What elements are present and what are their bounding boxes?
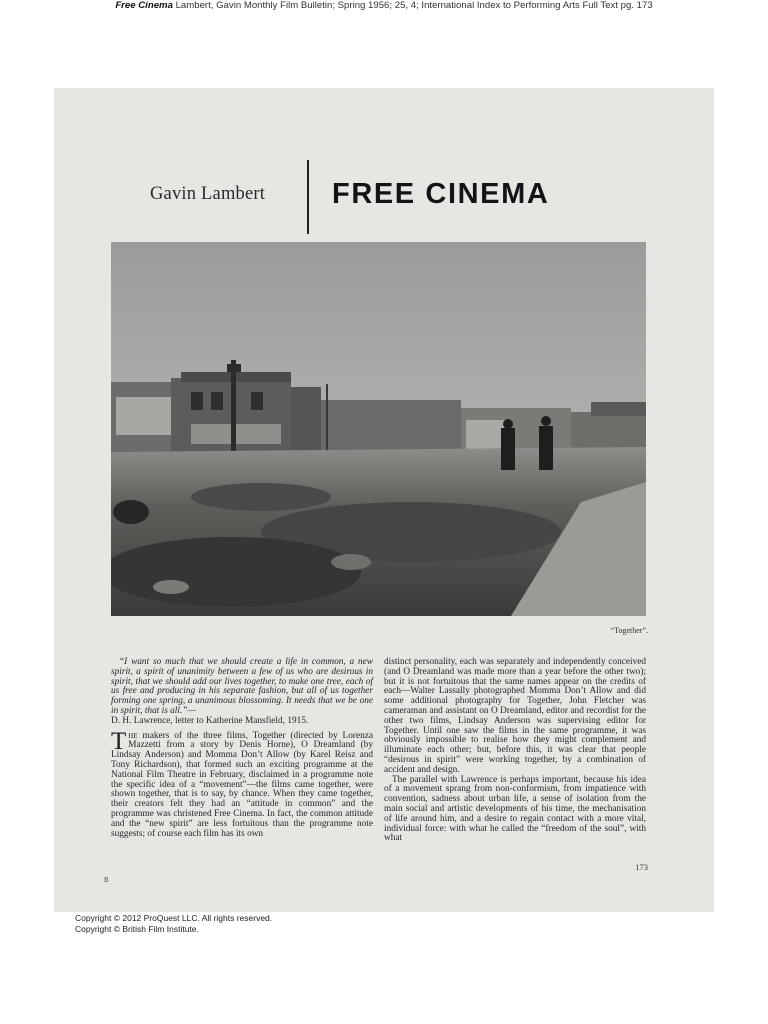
drop-cap: T	[111, 727, 127, 755]
scanned-page	[54, 88, 714, 912]
body-paragraph-1-continued: distinct personality, each was separately and independently conceived (and O Dreamland was made more than a year before the other two); but it is not fortuitous that the same names appear on the credits of each—Walter Lassally photographed Momma Don’t Allow and did some additional photography for Together, John Fletcher was cameraman and assistant on O Dreamland, editor and recordist for the other two films, Lindsay Anderson was supervising editor for Together. Until one saw the films in the same programme, it was obviously impossible to realise how they might complement and illuminate each other; but, before this, it was clear that people “desirous in spirit” were working together, by a combination of accident and design.	[384, 657, 646, 775]
film-still-photo	[111, 242, 646, 616]
copyright-notice	[75, 913, 475, 935]
citation-header	[0, 0, 768, 12]
copyright-line-1: Copyright © 2012 ProQuest LLC. All rights reserved.	[75, 913, 273, 923]
column-right	[384, 658, 646, 844]
page-number: 173	[635, 862, 648, 872]
citation-title: Free Cinema	[115, 0, 173, 11]
article-author: Gavin Lambert	[150, 184, 266, 204]
first-word: he	[128, 730, 138, 741]
body-left-text: makers of the three films, Together (directed by Lorenza Mazzetti from a story by Denis Horne), O Dreamland (by Lindsay Anderson) and Momma Don’t Allow (by Karel Reisz and Tony Richardson), that formed such an exciting programme at the National Film Theatre in February, disclaimed in a programme note the specific idea of a “movement”—the films came together, were shown together, that is to say, by chance. When they came together, their creators felt they had an “attitude in common” and the programme was christened Free Cinema. In fact, the common attitude and the “new spirit” are less fortuitous than the programme note suggests; of course each film has its own	[111, 730, 373, 839]
epigraph-source: D. H. Lawrence, letter to Katherine Mansfield, 1915.	[111, 715, 309, 726]
photo-caption: “Together”.	[610, 626, 648, 635]
body-paragraph-2: The parallel with Lawrence is perhaps important, because his idea of a movement sprang from non-conformism, from impatience with convention, sadness about urban life, a sense of isolation from the main social and artistic developments of his time, the mechanisation of life around him, and a desire to regain contact with a more vital, individual force: with what he called the “freedom of the soul”, with what	[384, 774, 646, 844]
body-paragraph-1	[111, 727, 373, 840]
article-title: FREE CINEMA	[332, 178, 550, 210]
citation-details: Lambert, Gavin Monthly Film Bulletin; Spring 1956; 25, 4; International Index to Performing Arts Full Text pg. 173	[172, 0, 653, 11]
title-divider	[307, 160, 309, 234]
column-left	[111, 658, 373, 839]
signature-mark: B	[104, 876, 109, 884]
copyright-line-2: Copyright © British Film Institute.	[75, 924, 199, 934]
film-still-illustration	[111, 242, 646, 616]
epigraph-quote: “I want so much that we should create a life in common, a new spirit, a spirit of unanimity between a few of us who are desirous in spirit, that we should add our lives together, to make one tree, each of us free and producing in his separate fashion, but all of us together forming one spring, a unanimous blossoming. It needs that we be one in spirit, that is all.”—	[111, 657, 373, 716]
